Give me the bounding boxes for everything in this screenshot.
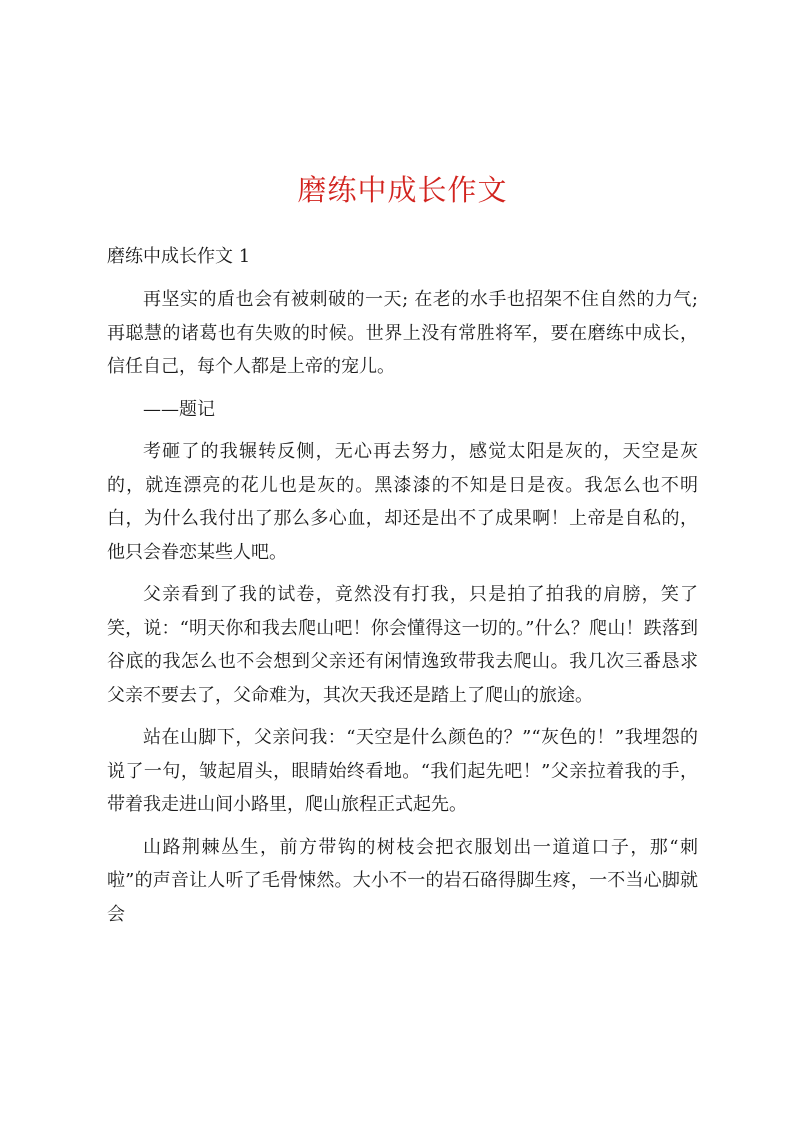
essay-subtitle: 磨练中成长作文 1 <box>107 246 251 267</box>
epigraph-attribution: ——题记 <box>143 398 215 420</box>
paragraph-father: 父亲看到了我的试卷，竟然没有打我，只是拍了拍我的肩膀，笑了笑，说：“明天你和我去爬山吧！你会懂得这一切的。”什么？爬山！跌落到谷底的我怎么也不会想到父亲还有闲情逸致带我去爬山。我几次三番恳求父亲不要去了，父命难为，其次天我还是踏上了爬山的旅途。 <box>107 584 698 706</box>
paragraph-exam: 考砸了的我辗转反侧，无心再去努力，感觉太阳是灰的，天空是灰的，就连漂亮的花儿也是灰的。黑漆漆的不知是日是夜。我怎么也不明白，为什么我付出了那么多心血，却还是出不了成果啊！上帝是自私的，他只会眷恋某些人吧。 <box>107 441 698 563</box>
paragraph-mountain-foot: 站在山脚下，父亲问我：“天空是什么颜色的？”“灰色的！”我埋怨的说了一句，皱起眉头，眼睛始终看地。“我们起先吧！”父亲拉着我的手，带着我走进山间小路里，爬山旅程正式起先。 <box>107 727 698 815</box>
page-title: 磨练中成长作文 <box>297 173 508 207</box>
paragraph-mountain-path: 山路荆棘丛生，前方带钩的树枝会把衣服划出一道道口子，那“刺啦”的声音让人听了毛骨悚然。大小不一的岩石硌得脚生疼，一不当心脚就会 <box>107 836 698 925</box>
paragraph-intro: 再坚实的盾也会有被刺破的一天; 在老的水手也招架不住自然的力气; 再聪慧的诸葛也有失败的时候。世界上没有常胜将军，要在磨练中成长，信任自己，每个人都是上帝的宠儿。 <box>107 289 698 377</box>
